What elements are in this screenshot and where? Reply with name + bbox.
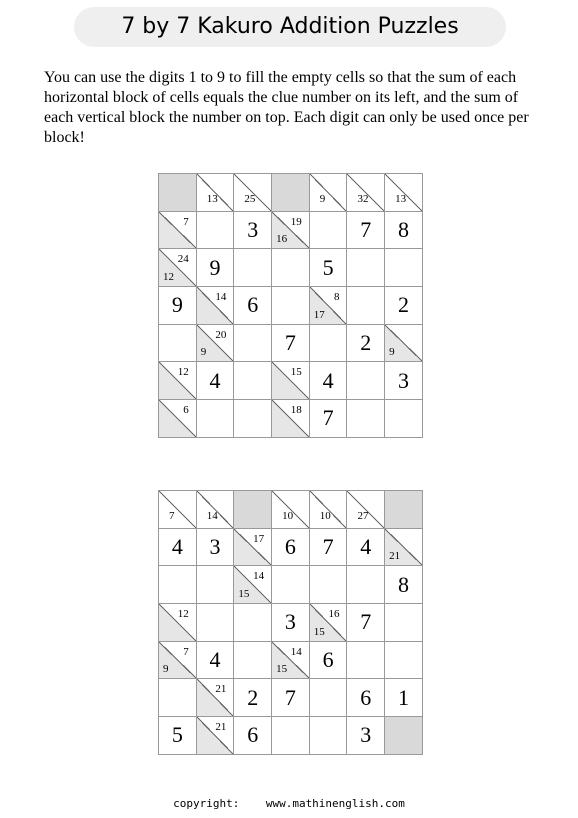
down-clue: 14 xyxy=(206,509,218,522)
clue-cell xyxy=(159,249,197,287)
down-clue: 12 xyxy=(163,271,174,284)
clue-cell xyxy=(197,491,235,529)
clue-cell xyxy=(310,174,348,212)
down-clue: 21 xyxy=(389,550,401,563)
down-clue: 25 xyxy=(244,192,256,205)
clue-cell xyxy=(159,362,197,400)
answer-cell xyxy=(347,362,385,400)
down-clue: 27 xyxy=(357,509,369,522)
clue-cell xyxy=(197,679,235,717)
clue-cell xyxy=(272,362,310,400)
given-digit: 3 xyxy=(284,609,296,635)
copyright-footer xyxy=(0,797,578,810)
given-digit: 7 xyxy=(284,684,296,710)
across-clue: 21 xyxy=(215,721,227,734)
across-clue: 16 xyxy=(328,608,340,621)
across-clue: 6 xyxy=(183,404,189,417)
across-clue: 24 xyxy=(177,253,189,266)
answer-cell xyxy=(347,325,385,363)
answer-cell xyxy=(347,249,385,287)
answer-cell xyxy=(310,566,348,604)
answer-cell xyxy=(347,287,385,325)
answer-cell xyxy=(347,642,385,680)
given-digit: 3 xyxy=(397,367,409,393)
given-digit: 9 xyxy=(209,254,221,280)
across-clue: 14 xyxy=(253,570,265,583)
down-clue: 16 xyxy=(276,233,288,246)
clue-cell xyxy=(272,491,310,529)
clue-cell xyxy=(272,642,310,680)
answer-cell xyxy=(197,212,235,250)
answer-cell xyxy=(310,212,348,250)
given-digit: 4 xyxy=(209,647,221,673)
across-clue: 7 xyxy=(183,215,189,228)
given-digit: 2 xyxy=(247,684,259,710)
clue-cell xyxy=(272,400,310,438)
answer-cell xyxy=(272,287,310,325)
page-title: 7 by 7 Kakuro Addition Puzzles xyxy=(74,7,506,47)
answer-cell xyxy=(159,287,197,325)
answer-cell xyxy=(385,362,423,400)
blocked-cell xyxy=(272,174,310,212)
given-digit: 3 xyxy=(247,217,259,243)
answer-cell xyxy=(310,529,348,567)
answer-cell xyxy=(234,249,272,287)
across-clue: 12 xyxy=(177,608,189,621)
answer-cell xyxy=(385,400,423,438)
answer-cell xyxy=(197,566,235,604)
answer-cell xyxy=(197,604,235,642)
answer-cell xyxy=(310,642,348,680)
answer-cell xyxy=(385,642,423,680)
answer-cell xyxy=(234,212,272,250)
clue-cell xyxy=(197,717,235,755)
answer-cell xyxy=(385,679,423,717)
across-clue: 14 xyxy=(290,645,302,658)
given-digit: 6 xyxy=(247,292,259,318)
answer-cell xyxy=(197,362,235,400)
given-digit: 2 xyxy=(397,292,409,318)
answer-cell xyxy=(310,679,348,717)
blocked-cell xyxy=(385,491,423,529)
down-clue: 9 xyxy=(163,663,169,676)
blocked-cell xyxy=(385,717,423,755)
clue-cell xyxy=(159,212,197,250)
answer-cell xyxy=(272,679,310,717)
answer-cell xyxy=(272,717,310,755)
answer-cell xyxy=(347,529,385,567)
answer-cell xyxy=(347,679,385,717)
down-clue: 32 xyxy=(357,192,369,205)
clue-cell xyxy=(310,287,348,325)
answer-cell xyxy=(234,287,272,325)
clue-cell xyxy=(197,287,235,325)
kakuro-grid-2 xyxy=(158,490,423,755)
given-digit: 6 xyxy=(284,534,296,560)
clue-cell xyxy=(385,174,423,212)
given-digit: 6 xyxy=(322,647,334,673)
given-digit: 7 xyxy=(360,217,372,243)
across-clue: 21 xyxy=(215,683,227,696)
clue-cell xyxy=(310,604,348,642)
given-digit: 4 xyxy=(322,367,334,393)
given-digit: 6 xyxy=(247,722,259,748)
answer-cell xyxy=(159,325,197,363)
answer-cell xyxy=(347,566,385,604)
given-digit: 7 xyxy=(322,534,334,560)
answer-cell xyxy=(385,287,423,325)
answer-cell xyxy=(159,717,197,755)
clue-cell xyxy=(197,325,235,363)
clue-cell xyxy=(159,642,197,680)
across-clue: 12 xyxy=(177,366,189,379)
across-clue: 19 xyxy=(290,215,302,228)
across-clue: 15 xyxy=(290,366,302,379)
answer-cell xyxy=(272,325,310,363)
given-digit: 7 xyxy=(284,330,296,356)
answer-cell xyxy=(272,566,310,604)
answer-cell xyxy=(159,529,197,567)
answer-cell xyxy=(310,362,348,400)
clue-cell xyxy=(159,400,197,438)
answer-cell xyxy=(234,400,272,438)
clue-cell xyxy=(385,529,423,567)
clue-cell xyxy=(310,491,348,529)
clue-cell xyxy=(347,491,385,529)
down-clue: 7 xyxy=(169,509,175,522)
across-clue: 14 xyxy=(215,291,227,304)
answer-cell xyxy=(385,212,423,250)
down-clue: 10 xyxy=(319,509,331,522)
clue-cell xyxy=(159,491,197,529)
answer-cell xyxy=(310,717,348,755)
answer-cell xyxy=(197,529,235,567)
answer-cell xyxy=(310,325,348,363)
answer-cell xyxy=(234,679,272,717)
answer-cell xyxy=(310,249,348,287)
given-digit: 3 xyxy=(360,722,372,748)
answer-cell xyxy=(347,212,385,250)
blocked-cell xyxy=(234,491,272,529)
down-clue: 15 xyxy=(238,588,250,601)
given-digit: 5 xyxy=(322,254,334,280)
given-digit: 9 xyxy=(171,292,183,318)
answer-cell xyxy=(159,679,197,717)
copyright-label: copyright: xyxy=(173,797,240,810)
answer-cell xyxy=(385,566,423,604)
answer-cell xyxy=(234,362,272,400)
answer-cell xyxy=(272,604,310,642)
given-digit: 3 xyxy=(209,534,221,560)
answer-cell xyxy=(234,642,272,680)
instructions-text: You can use the digits 1 to 9 to fill the empty cells so that the sum of each horizontal block of cells equals the clue number on its left, and the sum of each vertical block the number on top. Each digit can only be used once per block! xyxy=(44,69,529,146)
given-digit: 4 xyxy=(360,534,372,560)
given-digit: 4 xyxy=(171,534,183,560)
answer-cell xyxy=(347,604,385,642)
given-digit: 7 xyxy=(360,609,372,635)
given-digit: 7 xyxy=(322,405,334,431)
clue-cell xyxy=(234,529,272,567)
clue-cell xyxy=(385,325,423,363)
clue-cell xyxy=(234,566,272,604)
given-digit: 2 xyxy=(360,330,372,356)
clue-cell xyxy=(234,174,272,212)
answer-cell xyxy=(310,400,348,438)
answer-cell xyxy=(234,325,272,363)
given-digit: 8 xyxy=(397,571,409,597)
across-clue: 17 xyxy=(253,532,265,545)
answer-cell xyxy=(347,400,385,438)
down-clue: 9 xyxy=(200,346,207,359)
blocked-cell xyxy=(159,174,197,212)
clue-cell xyxy=(197,174,235,212)
down-clue: 9 xyxy=(389,346,395,359)
answer-cell xyxy=(385,604,423,642)
answer-cell xyxy=(234,717,272,755)
across-clue: 8 xyxy=(333,291,340,304)
answer-cell xyxy=(197,400,235,438)
down-clue: 17 xyxy=(313,308,325,321)
across-clue: 18 xyxy=(290,404,302,417)
given-digit: 4 xyxy=(209,367,221,393)
down-clue: 10 xyxy=(282,509,294,522)
given-digit: 1 xyxy=(397,684,409,710)
down-clue: 13 xyxy=(395,192,407,205)
clue-cell xyxy=(159,604,197,642)
copyright-site: www.mathinenglish.com xyxy=(265,797,405,810)
given-digit: 5 xyxy=(171,722,183,748)
answer-cell xyxy=(272,249,310,287)
given-digit: 8 xyxy=(397,217,409,243)
down-clue: 9 xyxy=(319,192,326,205)
down-clue: 13 xyxy=(206,192,218,205)
answer-cell xyxy=(159,566,197,604)
answer-cell xyxy=(272,529,310,567)
clue-cell xyxy=(272,212,310,250)
answer-cell xyxy=(234,604,272,642)
answer-cell xyxy=(197,642,235,680)
clue-cell xyxy=(347,174,385,212)
kakuro-grid-1 xyxy=(158,173,423,438)
down-clue: 15 xyxy=(276,663,288,676)
down-clue: 15 xyxy=(313,625,325,638)
answer-cell xyxy=(347,717,385,755)
across-clue: 20 xyxy=(215,328,227,341)
answer-cell xyxy=(197,249,235,287)
given-digit: 6 xyxy=(360,684,372,710)
answer-cell xyxy=(385,249,423,287)
across-clue: 7 xyxy=(183,645,189,658)
